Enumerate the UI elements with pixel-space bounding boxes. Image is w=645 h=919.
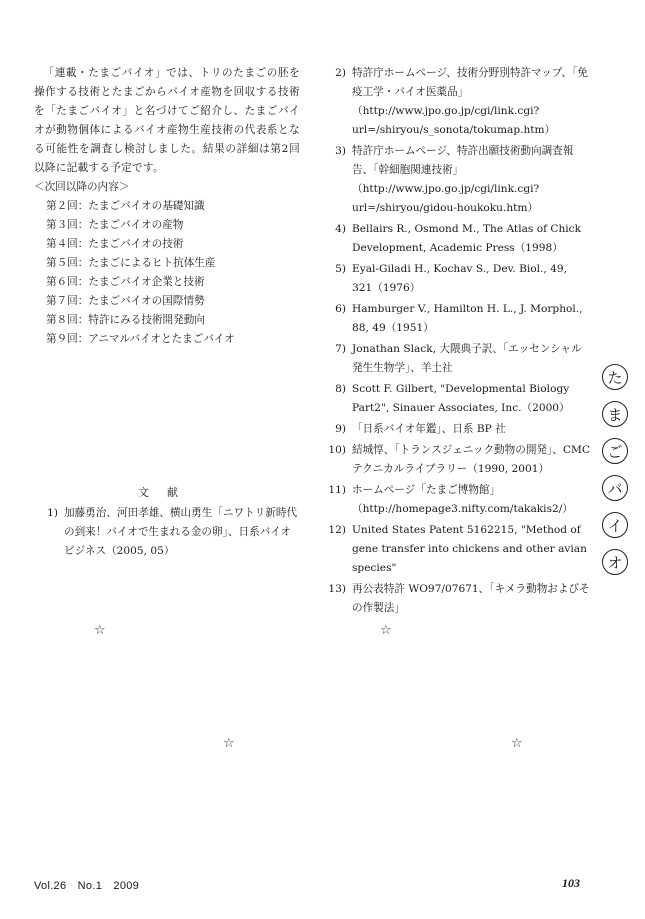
- side-title-char: イ: [602, 512, 628, 538]
- reference-number: 1): [47, 507, 58, 519]
- schedule-item: 第４回：たまごバイオの技術: [46, 238, 184, 250]
- reference-number: 11): [328, 484, 346, 496]
- reference-text: ホームページ「たまご博物館」（http://homepage3.nifty.com/takakis2/）: [352, 484, 573, 515]
- reference-item: [322, 142, 590, 218]
- reference-number: 7): [335, 343, 346, 355]
- reference-text: Bellairs R., Osmond M., The Atlas of Chick Development, Academic Press（1998）: [352, 223, 582, 254]
- side-title-char: ご: [602, 438, 628, 464]
- reference-item: [322, 580, 590, 618]
- schedule-item: 第５回：たまごによるヒト抗体生産: [46, 257, 216, 269]
- reference-item: [34, 504, 300, 561]
- footer-page-number: 103: [562, 876, 580, 890]
- reference-item: [322, 260, 590, 298]
- reference-item: [322, 300, 590, 338]
- left-column: [34, 64, 300, 563]
- reference-item: [322, 64, 590, 140]
- right-column: [322, 64, 590, 620]
- intro-paragraph: 「連載・たまごバイオ」では、トリのたまごの胚を操作する技術とたまごからバイオ産物を回収する技術を「たまごバイオ」と名づけてご紹介し、たまごバイオが動物個体によるバイオ産物生産技術の代表系となる可能性を調査し検討しました。結果の詳細は第2回以降に記載する予定です。: [34, 67, 300, 174]
- reference-text: 特許庁ホームページ、特許出願技術動向調査報告、「幹細胞関連技術」（http://www.jpo.go.jp/cgi/link.cgi?url=/shiryou/gidou-houkoku.htm）: [352, 145, 574, 214]
- reference-number: 9): [335, 423, 346, 435]
- reference-item: [322, 420, 590, 439]
- reference-text: Eyal-Giladi H., Kochav S., Dev. Biol., 49, 321（1976）: [352, 263, 567, 294]
- schedule-item: 第６回：たまごバイオ企業と技術: [46, 276, 205, 288]
- reference-item: [322, 380, 590, 418]
- star-icon: ☆: [511, 736, 523, 751]
- side-title-char: た: [602, 364, 628, 390]
- side-title-char: ま: [602, 401, 628, 427]
- references-title: 文献: [138, 486, 196, 499]
- schedule-heading: ＜次回以降の内容＞: [34, 181, 130, 193]
- schedule-item: 第７回：たまごバイオの国際情勢: [46, 295, 205, 307]
- reference-item: [322, 481, 590, 519]
- schedule-item: 第９回：アニマルバイオとたまごバイオ: [46, 333, 235, 345]
- reference-item: [322, 441, 590, 479]
- reference-item: [322, 340, 590, 378]
- reference-text: 再公表特許 WO97/07671、「キメラ動物およびその作製法」: [352, 583, 590, 614]
- reference-number: 4): [335, 223, 346, 235]
- star-icon: ☆: [94, 623, 106, 638]
- reference-number: 3): [335, 145, 346, 157]
- reference-number: 13): [328, 583, 346, 595]
- reference-number: 5): [335, 263, 346, 275]
- side-title-char: オ: [602, 549, 628, 575]
- reference-text: 「日系バイオ年鑑」、日系 BP 社: [352, 423, 506, 435]
- side-series-title: [602, 364, 632, 586]
- schedule-item: 第８回：特許にみる技術開発動向: [46, 314, 205, 326]
- star-icon: ☆: [380, 623, 392, 638]
- reference-text: Scott F. Gilbert, "Developmental Biology Part2", Sinauer Associates, Inc.（2000）: [352, 383, 570, 414]
- reference-number: 10): [328, 444, 346, 456]
- reference-item: [322, 220, 590, 258]
- reference-number: 8): [335, 383, 346, 395]
- reference-text: 特許庁ホームページ、技術分野別特許マップ、「免疫工学・バイオ医薬品」（http://www.jpo.go.jp/cgi/link.cgi?url=/shiryou/s_sonota/tokumap.htm）: [352, 67, 589, 136]
- schedule-item: 第３回：たまごバイオの産物: [46, 219, 184, 231]
- reference-item: [322, 521, 590, 578]
- schedule-list: [34, 197, 300, 349]
- reference-text: 加藤勇治、河田孝雄、横山勇生「ニワトリ新時代の到来！バイオで生まれる金の卵」、日系バイオビジネス（2005, 05）: [64, 507, 298, 557]
- reference-text: Hamburger V., Hamilton H. L., J. Morphol., 88, 49（1951）: [352, 303, 583, 334]
- reference-number: 6): [335, 303, 346, 315]
- reference-text: 結城惇、「トランスジェニック動物の開発」、CMC テクニカルライブラリー（1990, 2001）: [352, 444, 590, 475]
- reference-number: 2): [335, 67, 346, 79]
- schedule-item: 第２回：たまごバイオの基礎知識: [46, 200, 205, 212]
- reference-text: Jonathan Slack, 大隈典子訳、「エッセンシャル発生生物学」、羊土社: [352, 343, 582, 374]
- star-icon: ☆: [223, 736, 235, 751]
- footer-volume: Vol.26 No.1 2009: [34, 880, 140, 892]
- reference-text: United States Patent 5162215, "Method of gene transfer into chickens and other avian species": [352, 524, 587, 574]
- reference-number: 12): [328, 524, 346, 536]
- side-title-char: バ: [602, 475, 628, 501]
